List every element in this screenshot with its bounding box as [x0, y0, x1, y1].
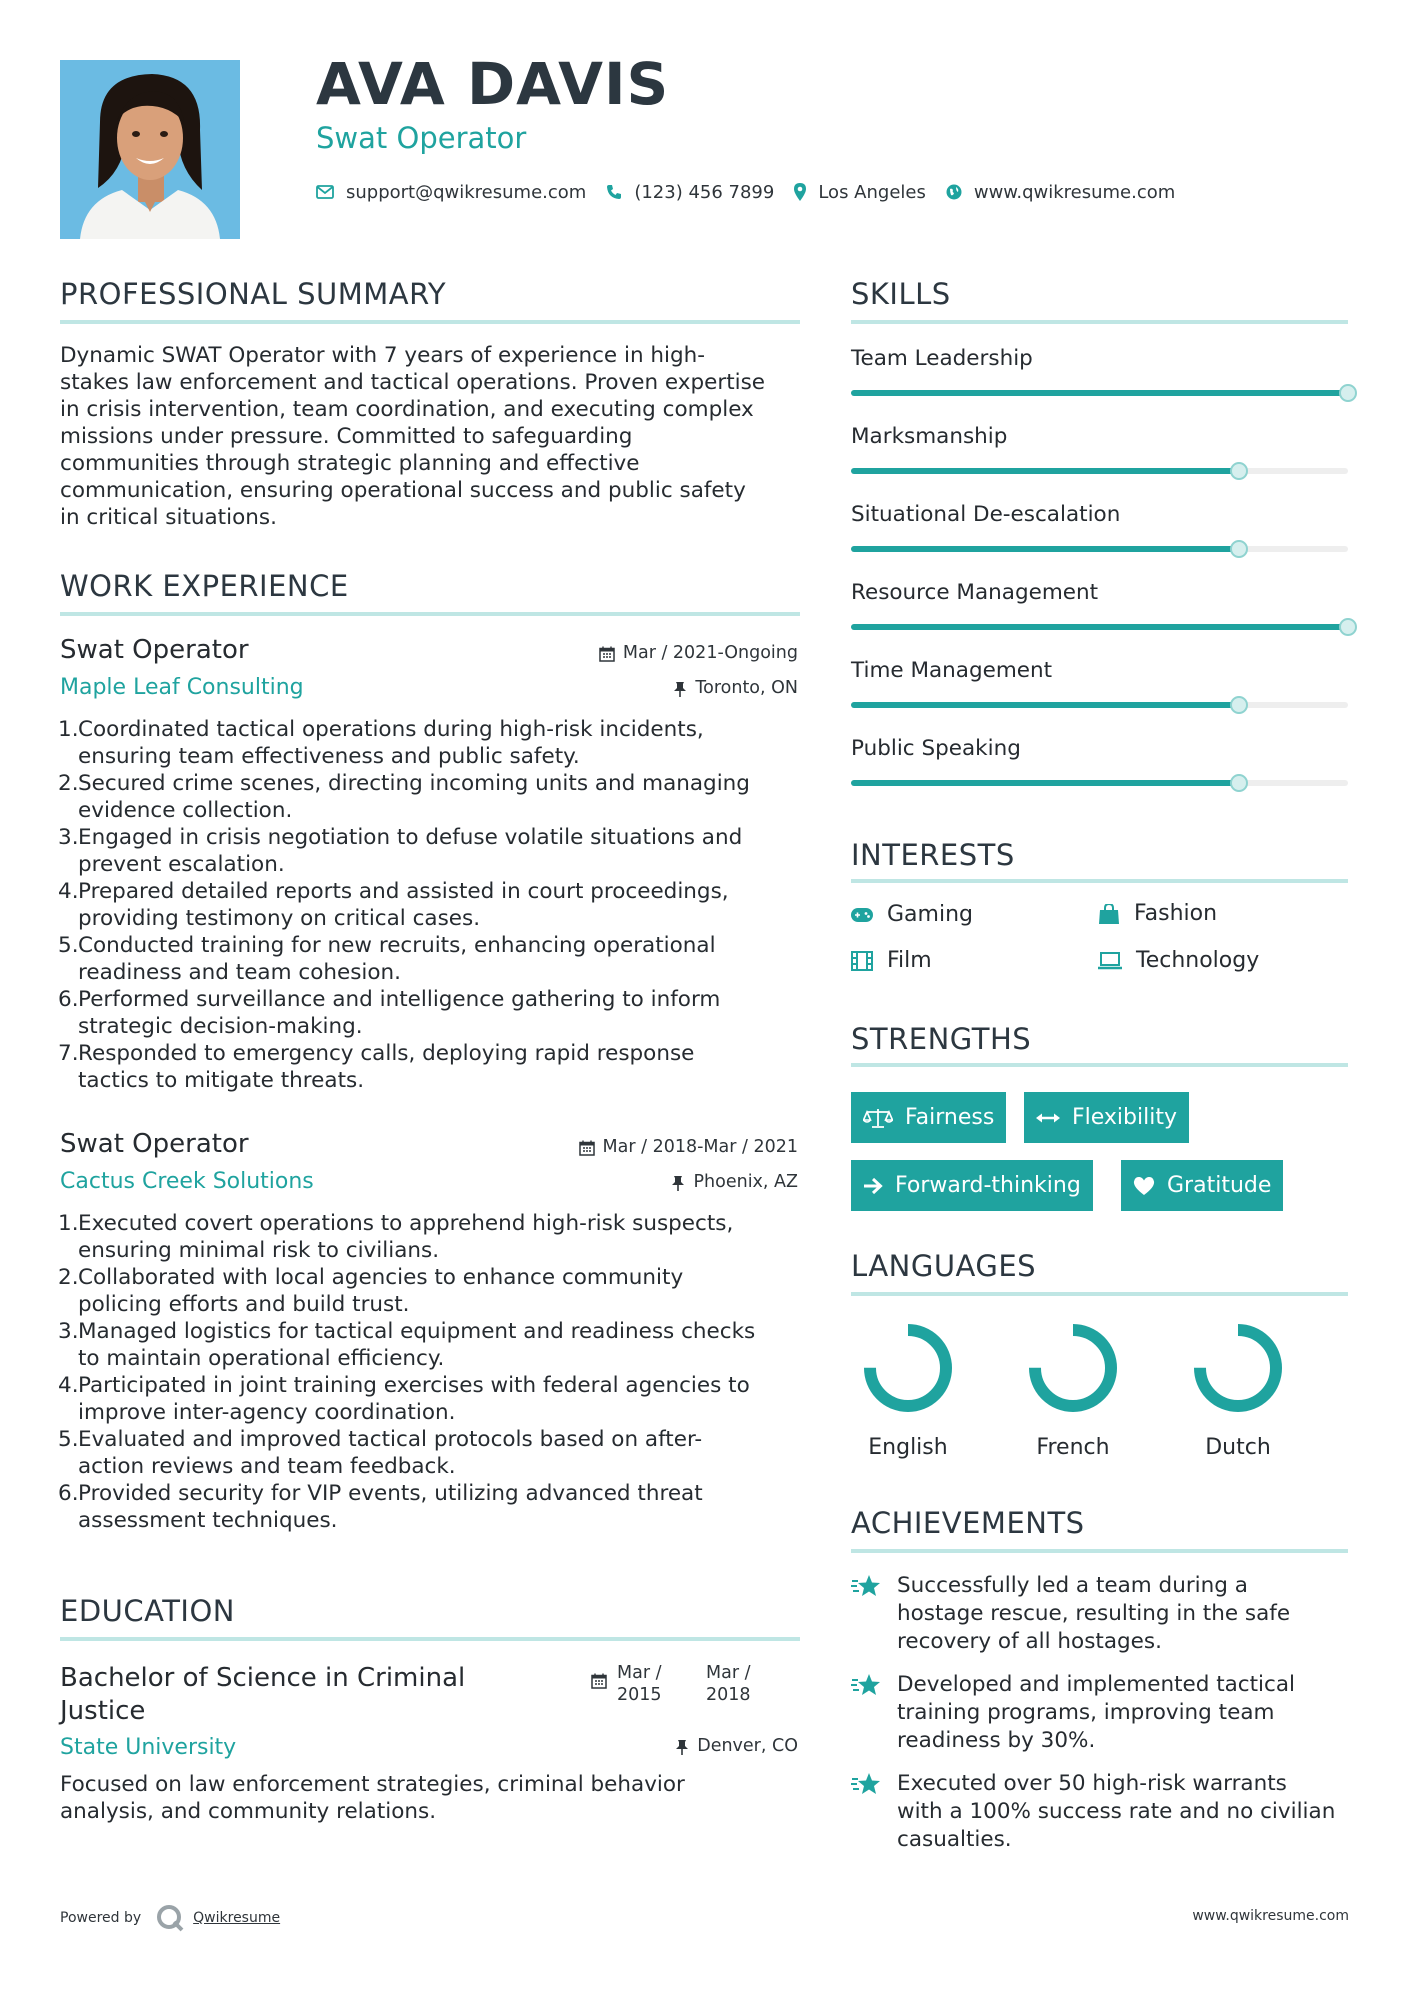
shopping-bag-icon: [1098, 904, 1120, 924]
education-divider: [60, 1637, 800, 1641]
summary-line: in crisis intervention, team coordination, and executing complex: [60, 397, 754, 422]
interests-divider: [851, 879, 1348, 883]
summary-line: communication, ensuring operational success and public safety: [60, 478, 746, 503]
duty-line: action reviews and team feedback.: [78, 1454, 456, 1479]
achievement-line: with a 100% success rate and no civilian: [897, 1799, 1336, 1824]
list-item: [78, 878, 800, 932]
gamepad-icon: [851, 908, 873, 922]
skill-label: Resource Management: [851, 580, 1099, 605]
language-label: French: [1036, 1435, 1110, 1460]
achievement-line: Developed and implemented tactical: [897, 1672, 1296, 1697]
duty-line: policing efforts and build trust.: [78, 1292, 410, 1317]
calendar-icon: [579, 1140, 595, 1156]
globe-icon: [946, 184, 962, 200]
duty-line: prevent escalation.: [78, 852, 285, 877]
duty-line: Prepared detailed reports and assisted in court proceedings,: [78, 879, 729, 904]
skill-bar: [851, 468, 1348, 474]
arrow-right-icon: [863, 1177, 883, 1195]
skill-bar: [851, 780, 1348, 786]
list-item: [78, 932, 800, 986]
list-item: [78, 1426, 800, 1480]
date-line: Mar /: [617, 1663, 662, 1683]
languages-heading: LANGUAGES: [851, 1249, 1037, 1283]
summary-heading: PROFESSIONAL SUMMARY: [60, 277, 447, 311]
contact-phone[interactable]: [606, 182, 774, 203]
heart-icon: [1133, 1176, 1155, 1196]
language-level-arc: [1035, 1330, 1111, 1406]
skill-bar-knob: [1230, 774, 1248, 792]
achievement-line: training programs, improving team: [897, 1700, 1275, 1725]
duty-line: tactics to mitigate threats.: [78, 1068, 365, 1093]
languages-divider: [851, 1292, 1348, 1296]
language-label: Dutch: [1205, 1435, 1271, 1460]
experience-heading: WORK EXPERIENCE: [60, 569, 349, 603]
education-location-text: Denver, CO: [697, 1736, 798, 1756]
qwikresume-logo-icon: [155, 1903, 185, 1933]
skill-bar-fill: [851, 390, 1348, 396]
list-item: [78, 716, 800, 770]
candidate-name: AVA DAVIS: [316, 50, 670, 118]
skill-label: Marksmanship: [851, 424, 1008, 449]
shooting-star-icon: [851, 1771, 883, 1797]
strength-badge: [851, 1160, 1093, 1211]
contact-location-text: Los Angeles: [818, 181, 926, 203]
job-location-text: Phoenix, AZ: [693, 1172, 798, 1192]
degree-title: [60, 1662, 530, 1728]
calendar-icon: [591, 1673, 607, 1689]
achievement-line: Executed over 50 high-risk warrants: [897, 1771, 1287, 1796]
skill-bar: [851, 702, 1348, 708]
achievements-divider: [851, 1549, 1348, 1553]
skill-bar: [851, 390, 1348, 396]
list-item: [78, 1264, 800, 1318]
interest-label: Technology: [1136, 948, 1260, 973]
pushpin-icon: [671, 1175, 685, 1191]
summary-line: Dynamic SWAT Operator with 7 years of experience in high-: [60, 343, 706, 368]
education-location: [675, 1738, 798, 1756]
summary-line: in critical situations.: [60, 505, 277, 530]
skill-bar: [851, 546, 1348, 552]
skill-label: Team Leadership: [851, 346, 1033, 371]
job-location-text: Toronto, ON: [695, 678, 798, 698]
interest-label: Gaming: [887, 902, 973, 927]
strengths-divider: [851, 1063, 1348, 1067]
contact-email[interactable]: [316, 182, 586, 203]
duty-line: Executed covert operations to apprehend high-risk suspects,: [78, 1211, 734, 1236]
job-dates-text: Mar / 2021-Ongoing: [622, 643, 798, 663]
interest-item: [851, 904, 973, 926]
experience-divider: [60, 612, 800, 616]
skill-bar-knob: [1230, 540, 1248, 558]
contact-email-text: support@qwikresume.com: [346, 181, 587, 203]
skill-bar-fill: [851, 780, 1239, 786]
achievement-line: hostage rescue, resulting in the safe: [897, 1601, 1291, 1626]
language-level-ring: [862, 1322, 954, 1414]
achievement-line: casualties.: [897, 1827, 1012, 1852]
list-item: [78, 1210, 800, 1264]
strength-label: Fairness: [905, 1104, 995, 1130]
shooting-star-icon: [851, 1672, 883, 1698]
interest-item: [1098, 903, 1217, 925]
summary-divider: [60, 320, 800, 324]
qwikresume-link[interactable]: Qwikresume: [193, 1910, 281, 1926]
skill-bar-fill: [851, 468, 1239, 474]
job-location: [671, 1174, 798, 1192]
duty-line: Coordinated tactical operations during high-risk incidents,: [78, 717, 704, 742]
education-end-date: [706, 1662, 751, 1706]
skill-label: Situational De-escalation: [851, 502, 1121, 527]
duty-line: Performed surveillance and intelligence gathering to inform: [78, 987, 721, 1012]
strength-badge: [851, 1092, 1006, 1143]
envelope-icon: [316, 185, 334, 199]
interest-item: [1098, 950, 1259, 972]
duty-line: evidence collection.: [78, 798, 293, 823]
powered-by-label: Powered by: [60, 1910, 142, 1926]
education-description: [60, 1771, 800, 1825]
job-dates: [579, 1139, 798, 1157]
skills-heading: SKILLS: [851, 277, 951, 311]
skill-label: Time Management: [851, 658, 1053, 683]
language-label: English: [868, 1435, 948, 1460]
achievement-item: [851, 1671, 1351, 1755]
laptop-icon: [1098, 952, 1122, 970]
strengths-heading: STRENGTHS: [851, 1022, 1032, 1056]
language-level-arc: [870, 1330, 946, 1406]
duty-line: Collaborated with local agencies to enhance community: [78, 1265, 684, 1290]
interest-label: Fashion: [1134, 901, 1218, 926]
summary-line: stakes law enforcement and tactical operations. Proven expertise: [60, 370, 766, 395]
skill-label: Public Speaking: [851, 736, 1021, 761]
duty-line: to maintain operational efficiency.: [78, 1346, 445, 1371]
pushpin-icon: [675, 1739, 689, 1755]
contact-phone-text: (123) 456 7899: [634, 181, 775, 203]
job-company: Cactus Creek Solutions: [60, 1169, 314, 1194]
language-level-ring: [1027, 1322, 1119, 1414]
skill-bar-fill: [851, 702, 1239, 708]
list-item: [78, 770, 800, 824]
job-location: [673, 680, 798, 698]
degree-line: Bachelor of Science in Criminal: [60, 1663, 466, 1693]
strength-badge: [1024, 1092, 1189, 1143]
list-item: [78, 986, 800, 1040]
job-company: Maple Leaf Consulting: [60, 675, 304, 700]
contact-location: [794, 182, 926, 203]
skill-bar-knob: [1230, 462, 1248, 480]
strength-label: Forward-thinking: [895, 1172, 1081, 1198]
scale-icon: [863, 1108, 893, 1128]
list-item: [78, 1372, 800, 1426]
achievement-text: [897, 1770, 1335, 1854]
pushpin-icon: [673, 681, 687, 697]
interest-label: Film: [887, 948, 932, 973]
map-pin-icon: [794, 183, 806, 201]
phone-icon: [606, 184, 622, 200]
duty-line: Provided security for VIP events, utilizing advanced threat: [78, 1481, 703, 1506]
job-title: Swat Operator: [60, 635, 249, 665]
duty-line: providing testimony on critical cases.: [78, 906, 481, 931]
duty-line: readiness and team cohesion.: [78, 960, 401, 985]
list-item: [78, 824, 800, 878]
list-item: [78, 1318, 800, 1372]
strength-badge: [1121, 1160, 1283, 1211]
contact-website-text: www.qwikresume.com: [973, 181, 1176, 203]
skill-bar-knob: [1339, 384, 1357, 402]
contact-bar: [316, 180, 1195, 204]
achievement-line: readiness by 30%.: [897, 1728, 1096, 1753]
skills-divider: [851, 320, 1348, 324]
list-item: [78, 1040, 800, 1094]
duty-line: Conducted training for new recruits, enhancing operational: [78, 933, 716, 958]
description-line: Focused on law enforcement strategies, criminal behavior: [60, 1772, 685, 1797]
achievement-text: [897, 1671, 1295, 1755]
duty-line: assessment techniques.: [78, 1508, 338, 1533]
summary-line: communities through strategic planning and effective: [60, 451, 640, 476]
candidate-role: Swat Operator: [316, 121, 527, 155]
date-line: 2015: [617, 1685, 662, 1705]
achievement-item: [851, 1770, 1351, 1854]
date-line: 2018: [706, 1685, 751, 1705]
shooting-star-icon: [851, 1573, 883, 1599]
contact-website[interactable]: [946, 182, 1175, 203]
film-icon: [851, 951, 873, 971]
achievement-line: Successfully led a team during a: [897, 1573, 1248, 1598]
duty-line: Responded to emergency calls, deploying rapid response: [78, 1041, 695, 1066]
duty-line: improve inter-agency coordination.: [78, 1400, 456, 1425]
job-duties-list: [60, 716, 800, 1094]
strength-label: Gratitude: [1167, 1172, 1272, 1198]
profile-photo: [60, 60, 240, 239]
job-dates: [599, 645, 798, 663]
calendar-icon: [599, 646, 615, 662]
summary-text: [60, 342, 800, 531]
duty-line: Secured crime scenes, directing incoming units and managing: [78, 771, 750, 796]
achievement-text: [897, 1572, 1290, 1656]
date-line: Mar /: [706, 1663, 751, 1683]
duty-line: ensuring minimal risk to civilians.: [78, 1238, 440, 1263]
education-start-date: [617, 1662, 662, 1706]
job-title: Swat Operator: [60, 1129, 249, 1159]
achievement-item: [851, 1572, 1351, 1656]
language-level-ring: [1192, 1322, 1284, 1414]
skill-bar-knob: [1339, 618, 1357, 636]
duty-line: ensuring team effectiveness and public safety.: [78, 744, 580, 769]
skill-bar-fill: [851, 546, 1239, 552]
achievements-heading: ACHIEVEMENTS: [851, 1506, 1085, 1540]
footer-url[interactable]: www.qwikresume.com: [1192, 1908, 1349, 1924]
skill-bar: [851, 624, 1348, 630]
school-name: State University: [60, 1735, 237, 1760]
duty-line: Participated in joint training exercises with federal agencies to: [78, 1373, 750, 1398]
skill-bar-knob: [1230, 696, 1248, 714]
duty-line: Engaged in crisis negotiation to defuse volatile situations and: [78, 825, 743, 850]
job-duties-list: [60, 1210, 800, 1534]
interests-heading: INTERESTS: [851, 838, 1015, 872]
arrows-horizontal-icon: [1036, 1112, 1060, 1124]
list-item: [78, 1480, 800, 1534]
duty-line: Managed logistics for tactical equipment and readiness checks: [78, 1319, 756, 1344]
education-heading: EDUCATION: [60, 1594, 236, 1628]
powered-by: [60, 1903, 280, 1933]
skill-bar-fill: [851, 624, 1348, 630]
duty-line: Evaluated and improved tactical protocols based on after-: [78, 1427, 703, 1452]
degree-line: Justice: [60, 1696, 146, 1726]
achievement-line: recovery of all hostages.: [897, 1629, 1162, 1654]
summary-line: missions under pressure. Committed to safeguarding: [60, 424, 633, 449]
interest-item: [851, 950, 932, 972]
job-dates-text: Mar / 2018-Mar / 2021: [602, 1137, 798, 1157]
strength-label: Flexibility: [1072, 1104, 1177, 1130]
description-line: analysis, and community relations.: [60, 1799, 437, 1824]
duty-line: strategic decision-making.: [78, 1014, 363, 1039]
language-level-arc: [1200, 1330, 1276, 1406]
